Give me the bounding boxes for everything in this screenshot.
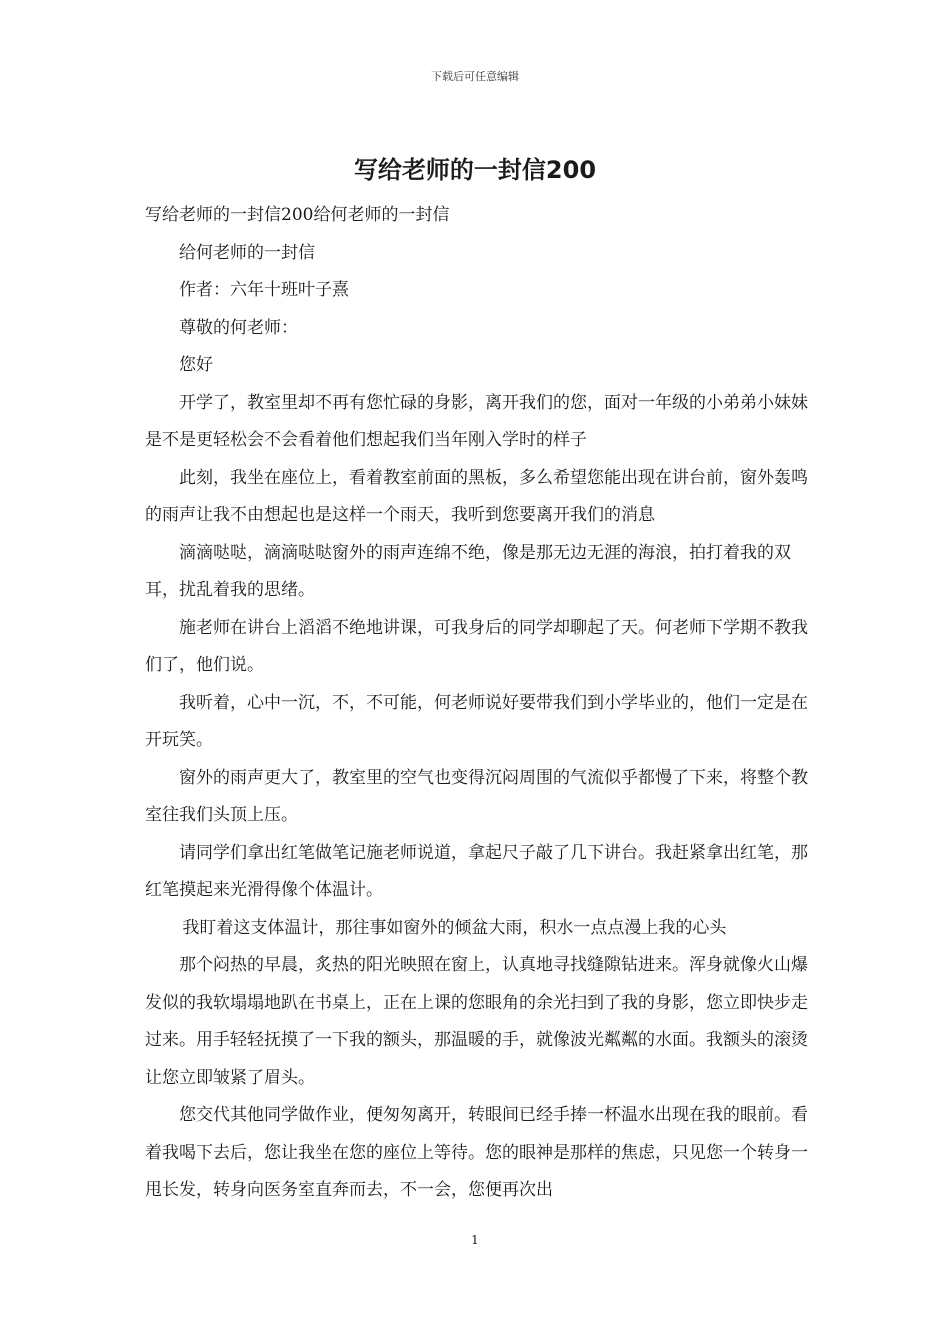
- paragraph: 滴滴哒哒，滴滴哒哒窗外的雨声连绵不绝，像是那无边无涯的海浪，拍打着我的双耳，扰乱着我的思绪。: [145, 542, 791, 600]
- page-header: 下载后可任意编辑: [431, 70, 519, 83]
- paragraph: 开学了，教室里却不再有您忙碌的身影，离开我们的您，面对一年级的小弟弟小妹妹是不是更轻松会不会看着他们想起我们当年刚入学时的样子: [145, 392, 808, 450]
- paragraph: 此刻，我坐在座位上，看着教室前面的黑板，多么希望您能出现在讲台前，窗外轰鸣的雨声让我不由想起也是这样一个雨天，我听到您要离开我们的消息: [145, 467, 808, 525]
- page-number: 1: [471, 1233, 479, 1247]
- document-title: 写给老师的一封信200: [353, 156, 597, 184]
- paragraph: 我听着，心中一沉，不，不可能，何老师说好要带我们到小学毕业的，他们一定是在开玩笑。: [145, 692, 808, 750]
- paragraph: 给何老师的一封信: [179, 242, 315, 263]
- paragraph: 窗外的雨声更大了，教室里的空气也变得沉闷周围的气流似乎都慢了下来，将整个教室往我们头顶上压。: [145, 767, 808, 825]
- paragraph: 请同学们拿出红笔做笔记施老师说道，拿起尺子敲了几下讲台。我赶紧拿出红笔，那红笔摸起来光滑得像个体温计。: [145, 842, 808, 900]
- paragraph: 您好: [179, 355, 213, 375]
- paragraph: 那个闷热的早晨，炙热的阳光映照在窗上，认真地寻找缝隙钻进来。浑身就像火山爆发似的我软塌塌地趴在书桌上，正在上课的您眼角的余光扫到了我的身影，您立即快步走过来。用手轻轻抚摸了一下我的额头，那温暖的手，就像波光粼粼的水面。我额头的滚烫让您立即皱紧了眉头。: [145, 955, 808, 1088]
- paragraph: 作者：六年十班叶子熹: [179, 280, 349, 300]
- paragraph: 您交代其他同学做作业，便匆匆离开，转眼间已经手捧一杯温水出现在我的眼前。看着我喝下去后，您让我坐在您的座位上等待。您的眼神是那样的焦虑，只见您一个转身一甩长发，转身向医务室直奔而去，不一会，您便再次出: [145, 1105, 808, 1200]
- paragraph: 写给老师的一封信200给何老师的一封信: [145, 205, 450, 225]
- paragraph: 施老师在讲台上滔滔不绝地讲课，可我身后的同学却聊起了天。何老师下学期不教我们了，他们说。: [145, 617, 808, 675]
- paragraph: 我盯着这支体温计，那往事如窗外的倾盆大雨，积水一点点漫上我的心头: [182, 917, 727, 938]
- paragraph: 尊敬的何老师：: [179, 317, 298, 338]
- document-body: [145, 197, 813, 1210]
